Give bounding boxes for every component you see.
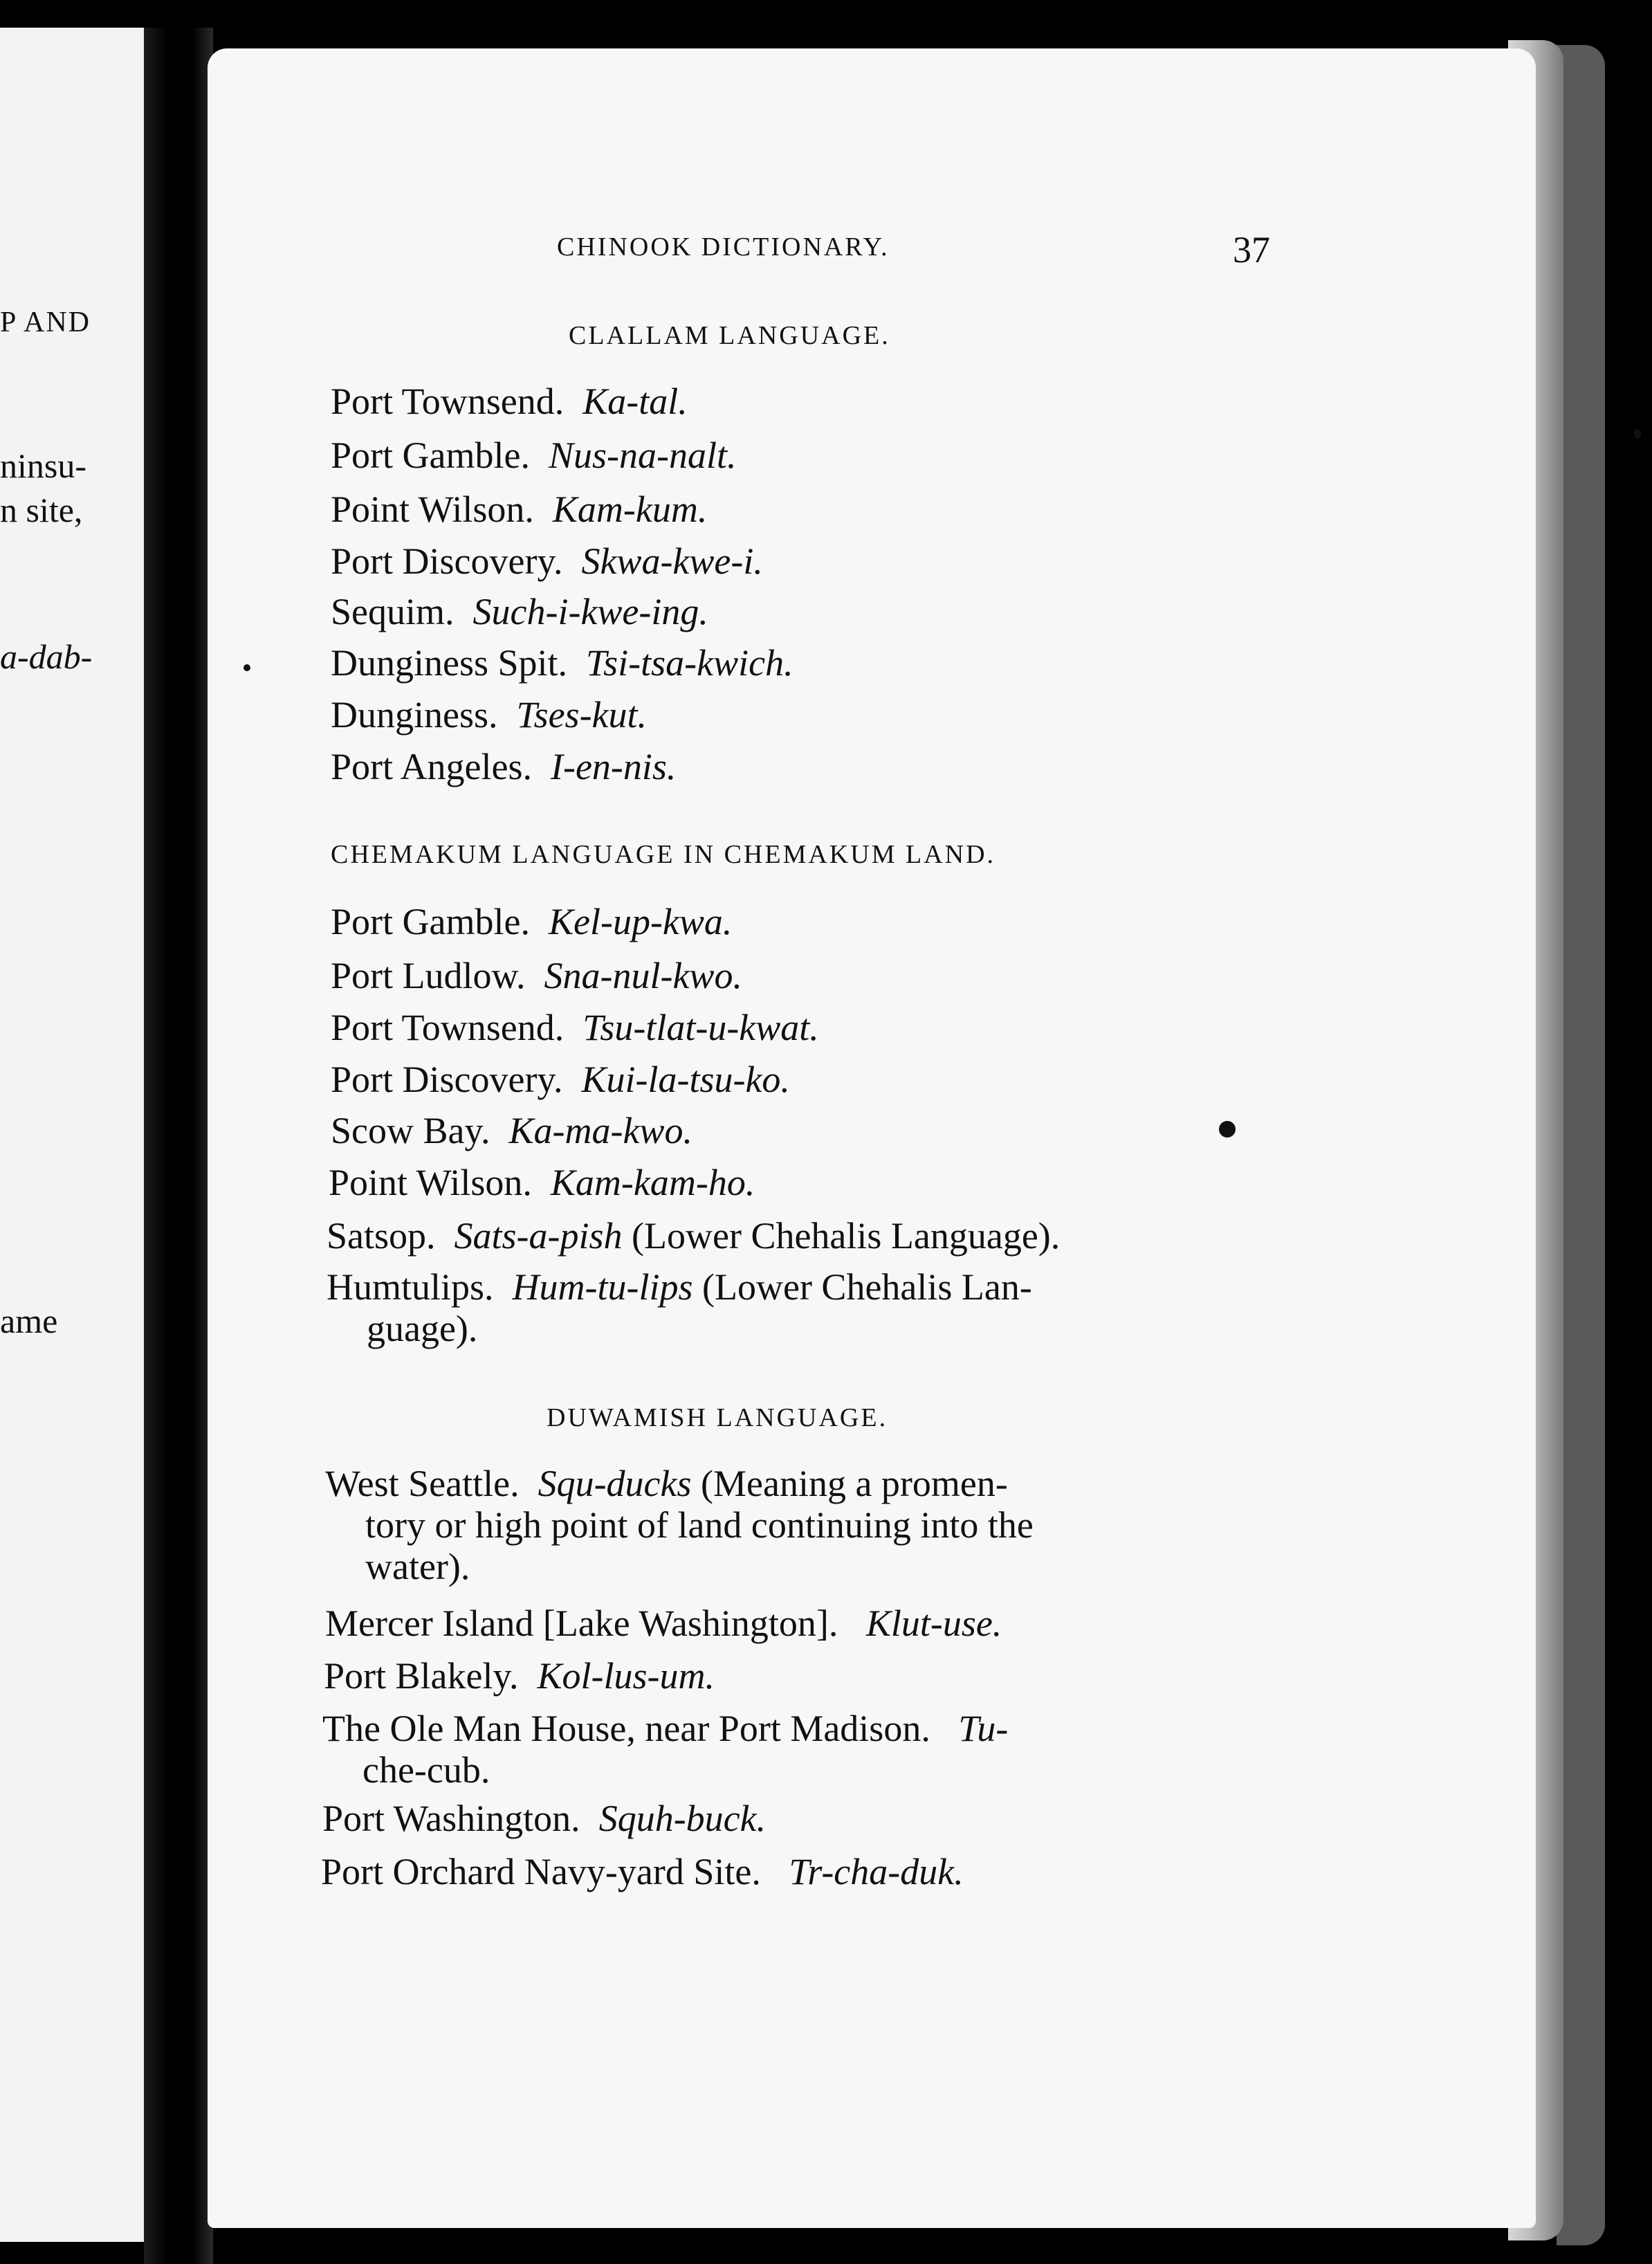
native-name: Nus-na-nalt. bbox=[548, 435, 737, 476]
native-name: Kam-kam-ho. bbox=[550, 1162, 755, 1203]
left-page-text: ame bbox=[0, 1302, 58, 1340]
native-name: Sats-a-pish bbox=[454, 1215, 623, 1257]
native-name: Hum-tu-lips bbox=[512, 1266, 693, 1308]
native-name: Kui-la-tsu-ko. bbox=[581, 1059, 790, 1100]
place-name: Sequim. bbox=[331, 591, 455, 632]
native-name: Tsi-tsa-kwich. bbox=[586, 642, 793, 684]
ink-speck bbox=[244, 664, 250, 671]
entry-continuation: che-cub. bbox=[362, 1749, 490, 1791]
place-name: Dunginess. bbox=[331, 694, 498, 736]
native-name: Kol-lus-um. bbox=[537, 1655, 715, 1697]
place-name: Port Orchard Navy-yard Site. bbox=[321, 1851, 761, 1892]
dictionary-entry bbox=[324, 1655, 715, 1697]
native-name: Tsu-tlat-u-kwat. bbox=[582, 1007, 819, 1048]
section-heading-duwamish: DUWAMISH LANGUAGE. bbox=[547, 1403, 888, 1432]
dictionary-entry bbox=[331, 540, 763, 582]
place-name: West Seattle. bbox=[325, 1463, 520, 1504]
entry-note: (Lower Chehalis Language). bbox=[632, 1215, 1061, 1257]
dictionary-entry bbox=[327, 1266, 1032, 1349]
native-name: Squ-ducks bbox=[538, 1463, 692, 1504]
place-name: Dunginess Spit. bbox=[331, 642, 568, 684]
entry-continuation: water). bbox=[365, 1546, 470, 1587]
book-cover-edge bbox=[1557, 45, 1605, 2245]
left-page-text: ninsu- bbox=[0, 446, 86, 485]
dictionary-entry bbox=[331, 642, 793, 684]
native-name: Such-i-kwe-ing. bbox=[472, 591, 708, 632]
dictionary-entry bbox=[331, 1059, 790, 1100]
entry-note: (Lower Chehalis Lan- bbox=[702, 1266, 1032, 1308]
dictionary-entry bbox=[331, 746, 676, 787]
native-name: Tses-kut. bbox=[516, 694, 648, 736]
place-name: Port Ludlow. bbox=[331, 955, 526, 996]
dictionary-entry bbox=[327, 1215, 1060, 1257]
native-name: Skwa-kwe-i. bbox=[581, 540, 763, 582]
native-name: Squh-buck. bbox=[598, 1798, 767, 1839]
place-name: Point Wilson. bbox=[331, 489, 534, 530]
native-name: Klut-use. bbox=[865, 1603, 1002, 1644]
native-name: Kel-up-kwa. bbox=[548, 901, 733, 942]
place-name: Port Townsend. bbox=[331, 381, 565, 422]
dictionary-entry bbox=[322, 1798, 766, 1839]
place-name: Port Gamble. bbox=[331, 435, 530, 476]
place-name: Port Townsend. bbox=[331, 1007, 565, 1048]
place-name: Port Blakely. bbox=[324, 1655, 519, 1697]
dictionary-entry bbox=[331, 591, 708, 632]
entry-note: (Meaning a promen- bbox=[701, 1463, 1008, 1504]
place-name: Port Gamble. bbox=[331, 901, 530, 942]
dictionary-entry bbox=[331, 435, 736, 476]
ink-speck bbox=[1634, 429, 1641, 439]
left-page-text: n site, bbox=[0, 491, 83, 529]
place-name: Mercer Island [Lake Washington]. bbox=[325, 1603, 838, 1644]
native-name: Ka-ma-kwo. bbox=[508, 1110, 692, 1151]
dictionary-entry bbox=[331, 955, 742, 996]
running-head: CHINOOK DICTIONARY. bbox=[557, 232, 890, 262]
place-name: Port Washington. bbox=[322, 1798, 580, 1839]
place-name: Point Wilson. bbox=[329, 1162, 532, 1203]
dictionary-entry bbox=[331, 1110, 692, 1151]
native-name: I-en-nis. bbox=[551, 746, 677, 787]
native-name: Ka-tal. bbox=[582, 381, 688, 422]
native-name: Sna-nul-kwo. bbox=[544, 955, 742, 996]
dictionary-entry bbox=[331, 694, 647, 736]
dictionary-entry bbox=[331, 381, 688, 422]
entry-continuation: tory or high point of land continuing into the bbox=[365, 1504, 1034, 1546]
dictionary-entry bbox=[325, 1463, 1034, 1587]
place-name: Port Angeles. bbox=[331, 746, 532, 787]
dictionary-entry bbox=[331, 1007, 819, 1048]
book-gutter bbox=[144, 28, 213, 2264]
section-heading-clallam: CLALLAM LANGUAGE. bbox=[569, 321, 890, 350]
page-number: 37 bbox=[1233, 229, 1270, 271]
dictionary-entry bbox=[321, 1851, 964, 1892]
ink-speck bbox=[1219, 1121, 1236, 1138]
section-heading-chemakum: CHEMAKUM LANGUAGE IN CHEMAKUM LAND. bbox=[331, 840, 996, 869]
left-page-text: a-dab- bbox=[0, 637, 93, 676]
entry-continuation: guage). bbox=[367, 1308, 478, 1349]
dictionary-entry bbox=[331, 901, 732, 942]
left-page-text: P AND bbox=[0, 307, 91, 338]
dictionary-entry bbox=[331, 489, 707, 530]
place-name: Port Discovery. bbox=[331, 540, 563, 582]
native-name: Tu- bbox=[958, 1708, 1009, 1749]
native-name: Tr-cha-duk. bbox=[789, 1851, 964, 1892]
place-name: Humtulips. bbox=[327, 1266, 494, 1308]
place-name: Port Discovery. bbox=[331, 1059, 563, 1100]
dictionary-entry bbox=[325, 1603, 1002, 1644]
dictionary-entry bbox=[322, 1708, 1008, 1791]
place-name: Satsop. bbox=[327, 1215, 436, 1257]
place-name: The Ole Man House, near Port Madison. bbox=[322, 1708, 930, 1749]
native-name: Kam-kum. bbox=[552, 489, 708, 530]
dictionary-entry bbox=[329, 1162, 755, 1203]
place-name: Scow Bay. bbox=[331, 1110, 490, 1151]
